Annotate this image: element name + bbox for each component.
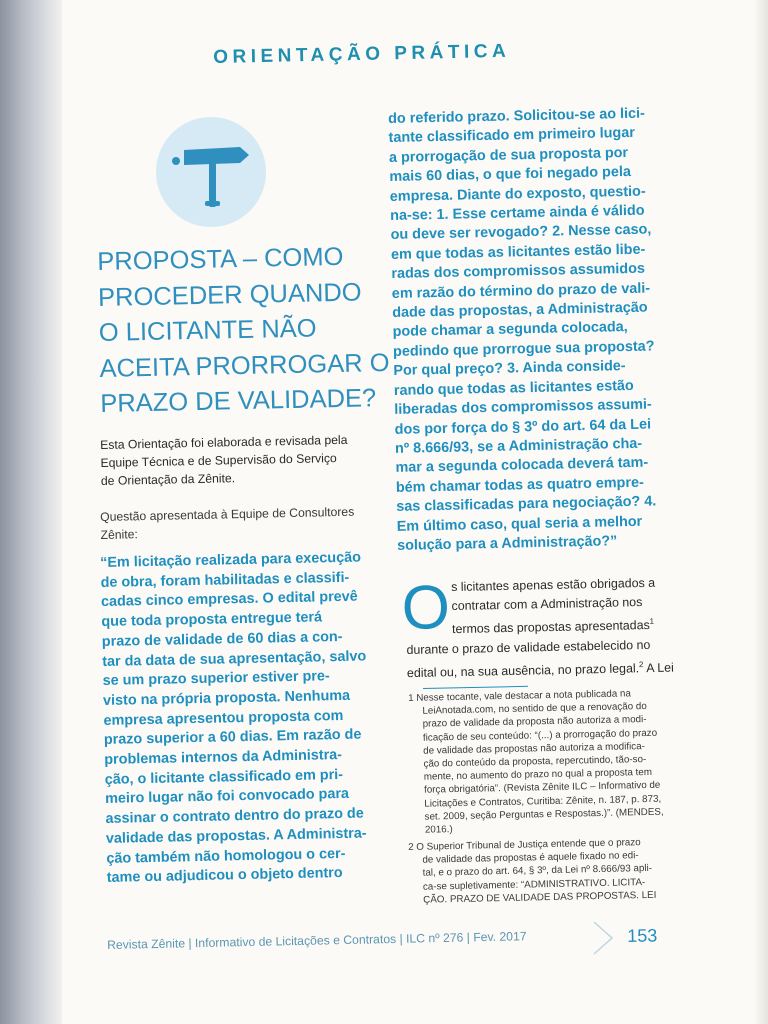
quote-line: empresa. Diante do exposto, questio-	[389, 183, 646, 205]
quote-line: dos por força do § 3º do art. 64 da Lei	[394, 416, 652, 438]
quote-line: prazo de validade de 60 dias a con-	[101, 628, 343, 650]
chevron-right-icon	[590, 920, 618, 956]
footnote-line: LeiAnotada.com, no sentido de que a renovação do	[422, 701, 647, 717]
quote-line: empresa apresentou proposta com	[103, 707, 344, 729]
footnote-line: ção do conteúdo da proposta, repercutindo, tão-so-	[423, 754, 647, 770]
drop-cap: O	[400, 572, 451, 643]
quote-line: validade das propostas. A Administra-	[105, 825, 367, 847]
footnote-line: 1 Nesse tocante, vale destacar a nota publicada na	[408, 688, 631, 704]
section-header: ORIENTAÇÃO PRÁTICA	[213, 40, 511, 68]
footnote-line: ca-se supletivamente: “ADMINISTRATIVO. LICITA-	[422, 876, 646, 893]
quote-line: pode chamar a segunda colocada,	[392, 319, 628, 341]
page-edge-shadow	[754, 0, 768, 1024]
article-title	[97, 239, 391, 423]
signpost-pole	[209, 163, 216, 207]
quote-line: prazo superior a 60 dias. Em razão de	[103, 726, 362, 749]
intro-line: Questão apresentada à Equipe de Consultores	[100, 504, 355, 524]
credit-line: Esta Orientação foi elaborada e revisada pela	[100, 432, 348, 452]
footnote-2	[408, 835, 689, 907]
title-line: O LICITANTE NÃO	[98, 314, 317, 347]
quote-line: nº 8.666/93, se a Administração cha-	[394, 435, 643, 457]
quote-line: a prorrogação de sua proposta por	[388, 144, 629, 166]
quote-line: rando que todas as licitantes estão	[393, 377, 634, 399]
quote-line: ção também não homologou o cer-	[106, 845, 346, 867]
quote-line: mar a segunda colocada deverá tam-	[395, 454, 649, 477]
quote-line: se um prazo superior estiver pre-	[102, 668, 330, 690]
footnote-line: de validade das propostas é aquele fixado no edi-	[422, 850, 639, 866]
quote-line: meiro lugar não foi convocado para	[104, 786, 350, 808]
footnote-ref[interactable]: 2	[638, 659, 644, 670]
quote-line: bém chamar todas as quatro empre-	[395, 474, 644, 496]
answer-text: termos das propostas apresentadas	[451, 618, 650, 637]
quote-line: problemas internos da Administra-	[104, 747, 343, 768]
quote-line: ção, o licitante classificado em pri-	[104, 766, 344, 788]
footnote-line: ÇÃO. PRAZO DE VALIDADE DAS PROPOSTAS. LEI	[423, 889, 657, 906]
signpost-base	[205, 201, 220, 206]
footnote-line: ficação de seu conteúdo: “(...) a prorrogação do prazo	[422, 727, 658, 744]
quote-line: solução para a Administração?”	[396, 533, 618, 554]
quote-line: tar da data de sua apresentação, salvo	[102, 647, 367, 670]
signpost-dot	[172, 157, 180, 165]
answer-line: s licitantes apenas estão obrigados a	[451, 575, 656, 595]
page-number: 153	[627, 925, 658, 946]
binding-shadow	[0, 0, 62, 1024]
title-line: ACEITA PRORROGAR O	[99, 348, 390, 383]
credit-line: Equipe Técnica e de Supervisão do Serviço	[100, 451, 337, 470]
answer-body	[405, 573, 683, 683]
quote-line: mais 60 dias, o que foi negado pela	[389, 164, 632, 186]
quote-line: Em último caso, qual seria a melhor	[396, 513, 643, 535]
footnote-line: Licitações e Contratos, Curitiba: Zênite, n. 187, p. 873,	[424, 793, 662, 810]
intro-line: Zênite:	[100, 527, 138, 542]
quote-line: Por qual preço? 3. Ainda conside-	[393, 358, 626, 380]
footnote-line: de validade das propostas não autoriza a modifica-	[423, 740, 645, 757]
title-line: PROPOSTA – COMO	[97, 242, 344, 276]
title-line: PRAZO DE VALIDADE?	[100, 384, 377, 418]
footnote-line: tal, e o prazo do art. 64, § 3º, da Lei nº 8.666/93 apli-	[422, 863, 653, 880]
quote-line: ou deve ser revogado? 2. Nesse caso,	[390, 221, 652, 244]
answer-line: durante o prazo de validade estabelecido no	[406, 637, 651, 657]
quote-line: pedindo que prorrogue sua proposta?	[392, 338, 655, 360]
footnote-line: 2016.)	[424, 824, 453, 836]
footnote-divider	[423, 686, 528, 689]
running-footer: Revista Zênite | Informativo de Licitações e Contratos | ILC nº 276 | Fev. 2017	[107, 929, 527, 952]
quote-line: dade das propostas, a Administração	[392, 299, 648, 322]
signpost-icon-graphic	[156, 117, 266, 227]
signpost-icon	[156, 117, 266, 227]
answer-line: contratar com a Administração nos	[451, 595, 643, 614]
quote-line: liberadas dos compromissos assumi-	[394, 396, 652, 419]
footnote-line: set. 2009, seção Perguntas e Respostas.)”. (MENDES,	[424, 806, 664, 823]
footnote-line: 2 O Superior Tribunal de Justiça entende que o prazo	[408, 837, 641, 853]
quote-line: “Em licitação realizada para execução	[100, 549, 362, 571]
quote-line: em que todas as licitantes estão libe-	[390, 241, 646, 263]
quote-line: radas dos compromissos assumidos	[391, 260, 646, 283]
quote-line: em razão do término do prazo de vali-	[391, 280, 651, 302]
quote-line: na-se: 1. Esse certame ainda é válido	[390, 202, 645, 225]
footnote-1	[408, 686, 691, 837]
quote-line: visto na própria proposta. Nenhuma	[102, 687, 351, 709]
footnote-line: força obrigatória”. (Revista Zênite ILC – Informativo de	[423, 780, 661, 797]
quote-line: tame ou adjudicou o objeto dentro	[106, 865, 343, 887]
footnote-line: mente, no aumento do prazo no qual a proposta tem	[423, 767, 653, 783]
question-intro	[100, 502, 386, 544]
footnote-line: prazo de validade da proposta não autoriza a modi-	[422, 714, 647, 731]
quote-line: do referido prazo. Solicitou-se ao lici-	[388, 105, 645, 127]
question-quote-column-1	[100, 548, 392, 889]
answer-text: A Lei	[643, 660, 674, 676]
answer-line	[407, 654, 683, 683]
quote-line: que toda proposta entregue terá	[101, 609, 323, 631]
question-quote-column-2	[388, 104, 687, 556]
footnote-ref[interactable]: 1	[649, 617, 655, 627]
signpost-board	[184, 147, 249, 165]
quote-line: tante classificado em primeiro lugar	[388, 125, 636, 147]
credit-line: de Orientação da Zênite.	[100, 471, 236, 488]
answer-text: edital ou, na sua ausência, no prazo legal.	[406, 661, 640, 681]
quote-line: sas classificadas para negociação? 4.	[396, 493, 657, 516]
quote-line: assinar o contrato dentro do prazo de	[105, 805, 364, 828]
quote-line: de obra, foram habilitadas e classifi-	[100, 569, 350, 591]
authorship-credit	[100, 430, 386, 490]
quote-line: cadas cinco empresas. O edital prevê	[100, 589, 358, 611]
title-line: PROCEDER QUANDO	[97, 277, 362, 312]
